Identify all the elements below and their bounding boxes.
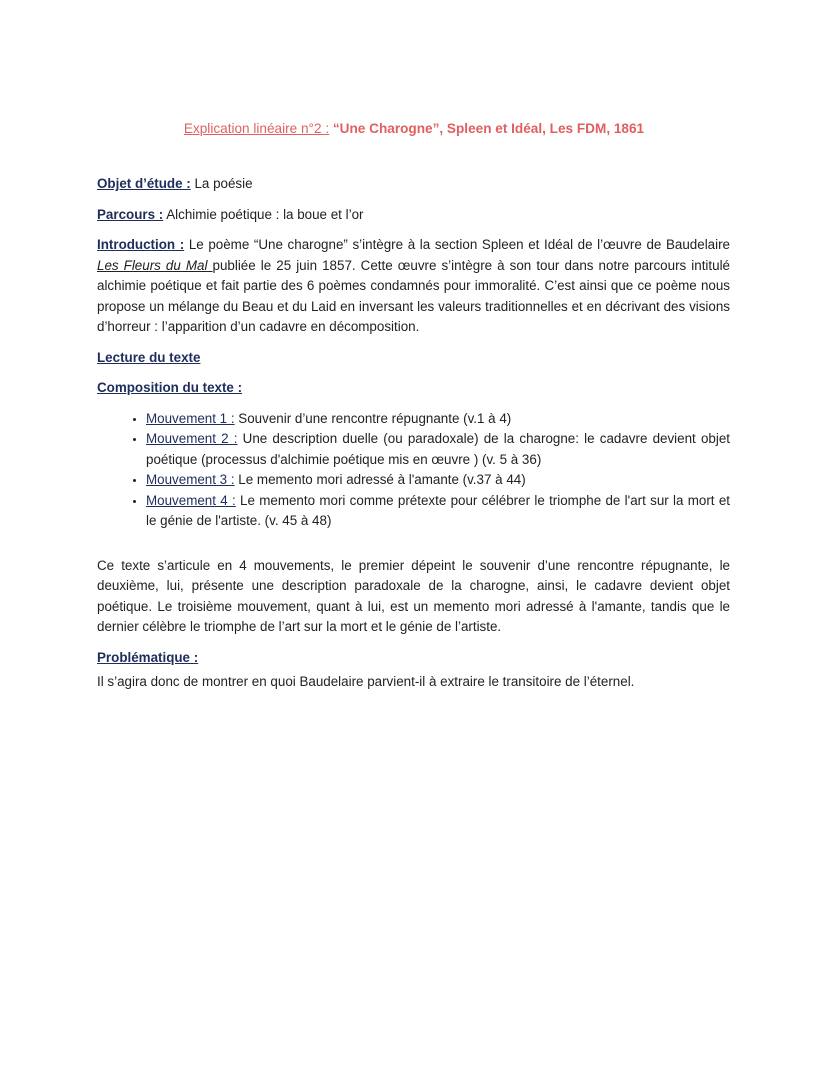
mouvement-text: Souvenir d’une rencontre répugnante (v.1 à 4)	[234, 410, 512, 426]
list-item	[146, 470, 730, 491]
mouvement-label: Mouvement 1 :	[146, 410, 235, 426]
problematique-heading: Problématique :	[97, 649, 199, 665]
lecture-heading: Lecture du texte	[97, 349, 201, 365]
list-item	[146, 429, 730, 470]
mouvement-label: Mouvement 2 :	[146, 431, 238, 446]
parcours-text: Alchimie poétique : la boue et l’or	[163, 206, 364, 222]
objet-text: La poésie	[190, 176, 253, 191]
composition-heading-line	[97, 378, 730, 399]
mouvement-text: Une description duelle (ou paradoxale) de la charogne: le cadavre devient objet poétique (processus d'alchimie poétique mis en œuvre ) (v. 5 à 36)	[146, 431, 730, 467]
problematique-heading-line	[97, 648, 730, 669]
intro-text-2: publiée le 25 juin 1857. Cette œuvre s’intègre à son tour dans notre parcours intitulé alchimie poétique et fait partie des 6 poèmes condamnés pour immoralité. C’est ainsi que ce poème nous propose un mélange du Beau et du Laid en inversant les valeurs traditionnelles et en décrivant des visions d’horreur : l’apparition d’un cadavre en décomposition.	[97, 257, 730, 334]
mouvements-list	[97, 409, 730, 532]
title-label: Explication linéaire n°2 :	[183, 121, 330, 136]
summary-paragraph: Ce texte s’articule en 4 mouvements, le premier dépeint le souvenir d’une rencontre répugnante, le deuxième, lui, présente une description paradoxale de la charogne, ainsi, le cadavre devient objet poétique. Le troisième mouvement, quant à lui, est un memento mori adressé à l'amante, tandis que le dernier célèbre le triomphe de l’art sur la mort et le génie de l’artiste.	[97, 557, 730, 634]
mouvement-text: Le memento mori comme prétexte pour célébrer le triomphe de l'art sur la mort et le génie de l'artiste. (v. 45 à 48)	[146, 492, 730, 528]
parcours-line	[97, 205, 730, 226]
mouvement-label: Mouvement 3 :	[146, 472, 235, 487]
intro-text-1: Le poème “Une charogne” s’intègre à la section Spleen et Idéal de l’œuvre de Baudelaire	[184, 237, 730, 252]
objet-heading: Objet d’étude :	[97, 176, 191, 191]
document-body	[97, 174, 730, 703]
lecture-heading-line	[97, 348, 730, 369]
mouvement-label: Mouvement 4 :	[146, 492, 236, 508]
introduction-heading: Introduction :	[97, 237, 185, 252]
introduction-paragraph	[97, 235, 730, 338]
list-item	[146, 409, 730, 430]
parcours-heading: Parcours :	[97, 206, 164, 222]
document-title	[0, 121, 828, 136]
mouvement-text: Le memento mori adressé à l'amante (v.37 à 44)	[234, 472, 526, 487]
title-text: “Une Charogne”, Spleen et Idéal, Les FDM, 1861	[329, 121, 645, 136]
work-title: Les Fleurs du Mal	[97, 257, 213, 273]
problematique-text: Il s’agira donc de montrer en quoi Baudelaire parvient-il à extraire le transitoire de l’éternel.	[97, 674, 635, 689]
composition-heading: Composition du texte :	[97, 380, 243, 395]
list-item	[146, 491, 730, 532]
objet-line	[97, 174, 730, 195]
